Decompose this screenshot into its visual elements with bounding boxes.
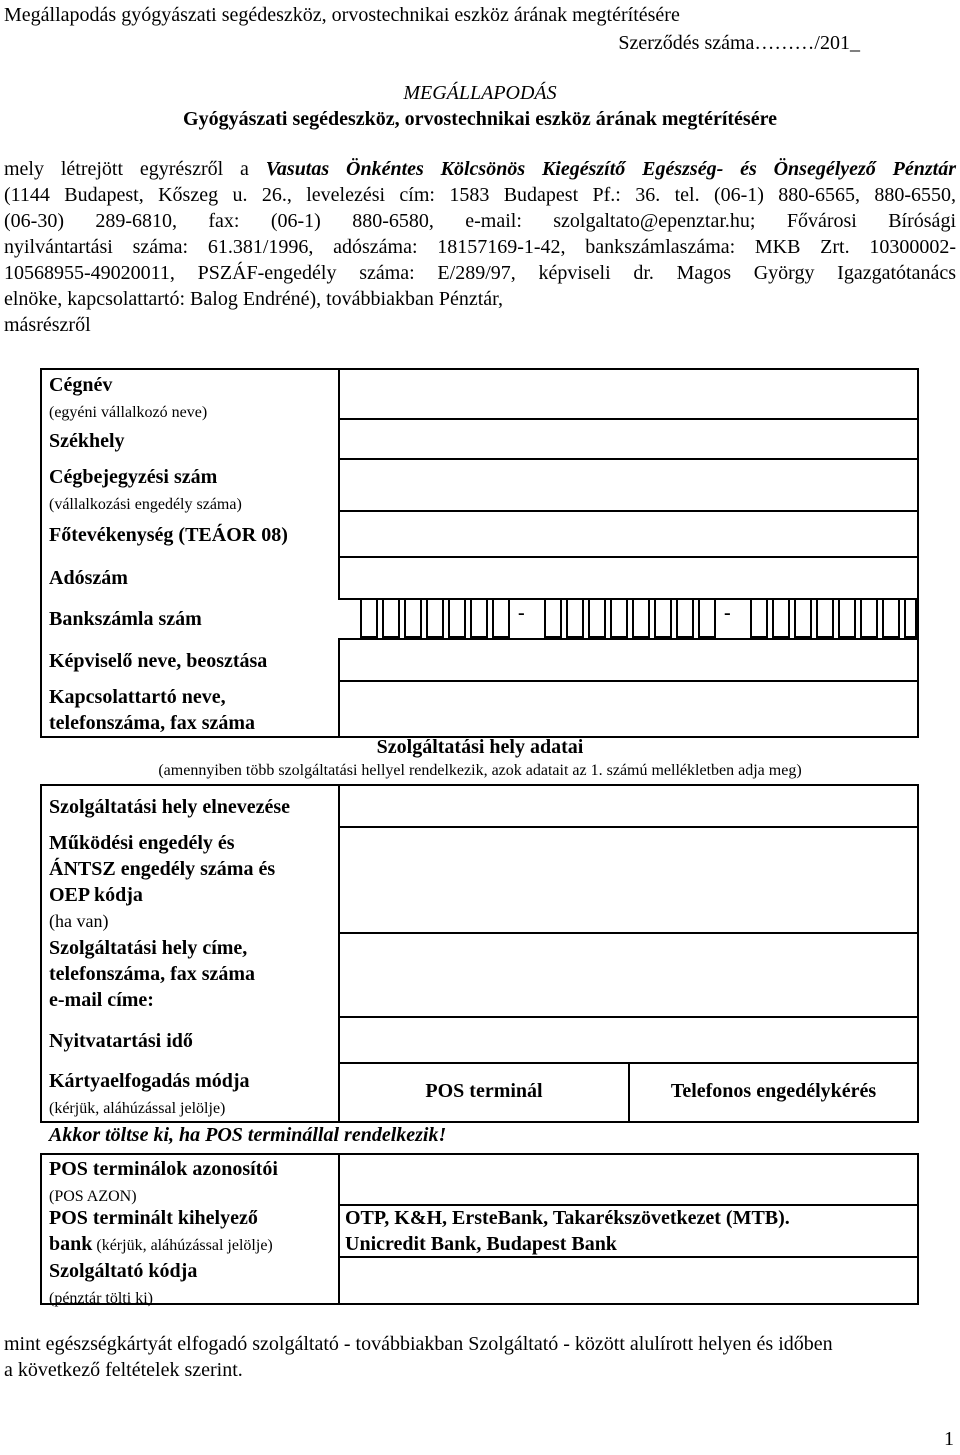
agreement-title: MEGÁLLAPODÁS bbox=[403, 82, 557, 104]
intro-paragraph bbox=[4, 156, 956, 338]
bank-options-line-1[interactable]: OTP, K&H, ErsteBank, Takarékszövetkezet (MTB). bbox=[345, 1207, 790, 1229]
tax-number-label: Adószám bbox=[49, 567, 128, 589]
pos-note: Akkor töltse ki, ha POS terminállal rendelkezik! bbox=[49, 1124, 447, 1146]
closing-line-1: mint egészségkártyát elfogadó szolgáltató - továbbiakban Szolgáltató - között alulírott helyen és időben bbox=[4, 1333, 833, 1355]
bank-options-line-2[interactable]: Unicredit Bank, Budapest Bank bbox=[345, 1233, 617, 1255]
phone-authorization-option[interactable]: Telefonos engedélykérés bbox=[670, 1080, 877, 1102]
pos-terminal-ids-label: POS terminálok azonosítói (POS AZON) bbox=[49, 1158, 278, 1205]
pos-bank-label: POS terminált kihelyező bank (kérjük, aláhúzással jelölje) bbox=[49, 1207, 273, 1255]
operating-license-label: Működési engedély és ÁNTSZ engedély száma és OEP kódja (ha van) bbox=[49, 832, 276, 931]
intro-line-4: nyilvántartási száma: 61.381/1996, adószáma: 18157169-1-42, bankszámlaszáma: MKB Zrt. 10300002- bbox=[4, 236, 956, 258]
main-activity-label: Főtevékenység (TEÁOR 08) bbox=[49, 524, 288, 546]
service-location-name-label: Szolgáltatási hely elnevezése bbox=[49, 796, 291, 818]
registration-number-label: Cégbejegyzési szám (vállalkozási engedély száma) bbox=[49, 466, 242, 513]
closing-line-2: a következő feltételek szerint. bbox=[4, 1359, 243, 1381]
bank-account-dash-1: - bbox=[518, 602, 525, 624]
headquarters-label: Székhely bbox=[49, 430, 125, 452]
service-location-note: (amennyiben több szolgáltatási hellyel rendelkezik, azok adatait az 1. számú mellékletben adja meg) bbox=[158, 762, 802, 779]
bank-account-label: Bankszámla szám bbox=[49, 608, 202, 630]
provider-code-sublabel: (pénztár tölti ki) bbox=[49, 1290, 153, 1307]
pos-bank-options bbox=[345, 1205, 790, 1257]
provider-code-label: Szolgáltató kódja (pénztár tölti ki) bbox=[49, 1260, 198, 1307]
contact-person-label: Kapcsolattartó neve, telefonszáma, fax száma bbox=[49, 686, 256, 734]
pos-terminal-option[interactable]: POS terminál bbox=[425, 1080, 543, 1102]
intro-line-2: (1144 Budapest, Kőszeg u. 26., levelezési cím: 1583 Budapest Pf.: 36. tel. (06-1) 880-6565, 880-6550, bbox=[4, 184, 956, 206]
intro-line-6: elnöke, kapcsolattartó: Balog Endréné), továbbiakban Pénztár, bbox=[4, 288, 504, 310]
representative-label: Képviselő neve, beosztása bbox=[49, 650, 268, 672]
fund-name: Vasutas Önkéntes Kölcsönös Kiegészítő Egészség- és Önsegélyező Pénztár bbox=[265, 158, 957, 180]
bank-account-dash-2: - bbox=[724, 602, 731, 624]
intro-line-1 bbox=[4, 156, 956, 182]
contract-number: Szerződés száma………/201_ bbox=[618, 32, 860, 54]
service-location-address-label: Szolgáltatási hely címe, telefonszáma, fax száma e-mail címe: bbox=[49, 937, 256, 1011]
page-number: 1 bbox=[944, 1428, 954, 1450]
company-name-label: Cégnév (egyéni vállalkozó neve) bbox=[49, 374, 208, 421]
service-location-header: Szolgáltatási hely adatai bbox=[376, 736, 584, 758]
document-header-title: Megállapodás gyógyászati segédeszköz, orvostechnikai eszköz árának megtérítésére bbox=[4, 4, 680, 26]
pos-terminal-ids-sublabel: (POS AZON) bbox=[49, 1188, 137, 1205]
intro-line-7: másrészről bbox=[4, 314, 91, 336]
intro-text: mely létrejött egyrészről a bbox=[4, 158, 266, 180]
intro-line-5: 10568955-49020011, PSZÁF-engedély száma: E/289/97, képviseli dr. Magos György Igazgatótanács bbox=[4, 262, 956, 284]
registration-number-sublabel: (vállalkozási engedély száma) bbox=[49, 496, 242, 513]
card-acceptance-label: Kártyaelfogadás módja (kérjük, aláhúzással jelölje) bbox=[49, 1070, 250, 1117]
intro-line-3: (06-30) 289-6810, fax: (06-1) 880-6580, e-mail: szolgaltato@epenztar.hu; Fővárosi Bírósági bbox=[4, 210, 956, 232]
opening-hours-label: Nyitvatartási idő bbox=[49, 1030, 193, 1052]
company-name-sublabel: (egyéni vállalkozó neve) bbox=[49, 404, 208, 421]
agreement-subtitle: Gyógyászati segédeszköz, orvostechnikai eszköz árának megtérítésére bbox=[183, 108, 777, 130]
card-acceptance-sublabel: (kérjük, aláhúzással jelölje) bbox=[49, 1100, 226, 1117]
